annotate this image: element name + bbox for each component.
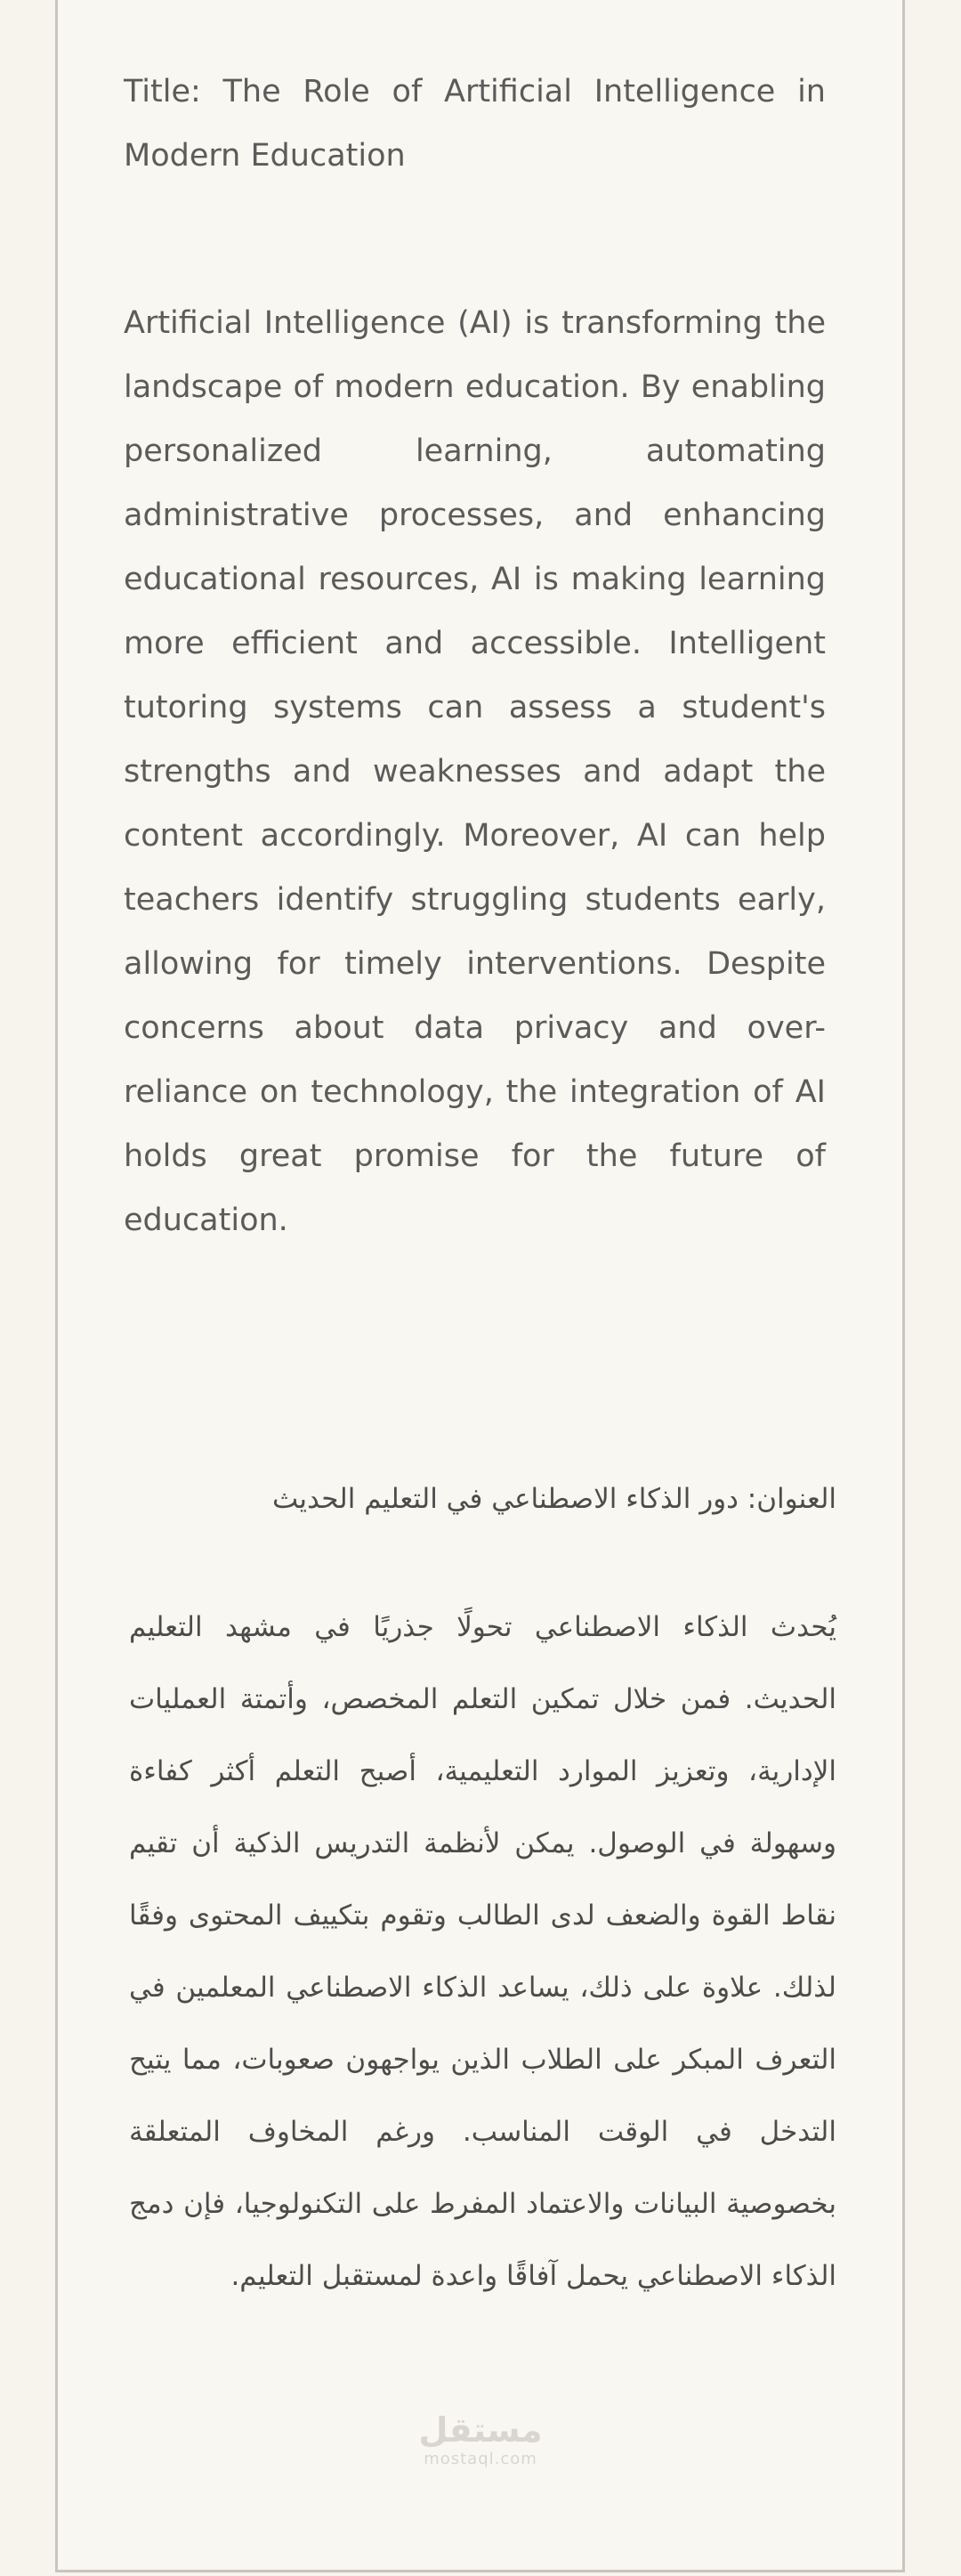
arabic-title: العنوان: دور الذكاء الاصطناعي في التعليم الحديث [271, 1483, 836, 1515]
watermark-arabic: مستقل [418, 2410, 543, 2450]
english-body: Artificial Intelligence (AI) is transforming the landscape of modern education. By enabling personalized learning, automating administrative processes, and enhancing educational resources, AI is making learning more efficient and accessible. Intelligent tutoring systems can assess a student's strengths and weaknesses and adapt the content accordingly. Moreover, AI can help teachers identify struggling students early, allowing for timely interventions. Despite concerns about data privacy and over-reliance on technology, the integration of AI holds great promise for the future of education. [124, 305, 826, 1238]
watermark-latin: mostaql.com [424, 2450, 537, 2468]
mostaql-watermark [416, 2410, 545, 2469]
arabic-body: يُحدث الذكاء الاصطناعي تحولًا جذريًا في مشهد التعليم الحديث. فمن خلال تمكين التعلم المخصص، وأتمتة العمليات الإدارية، وتعزيز الموارد التعليمية، أصبح التعلم أكثر كفاءة وسهولة في الوصول. يمكن لأنظمة التدريس الذكية أن تقيم نقاط القوة والضعف لدى الطالب وتقوم بتكييف المحتوى وفقًا لذلك. علاوة على ذلك، يساعد الذكاء الاصطناعي المعلمين في التعرف المبكر على الطلاب الذين يواجهون صعوبات، مما يتيح التدخل في الوقت المناسب. ورغم المخاوف المتعلقة بخصوصية البيانات والاعتماد المفرط على التكنولوجيا، فإن دمج الذكاء الاصطناعي يحمل آفاقًا واعدة لمستقبل التعليم. [129, 1611, 836, 2292]
english-title: Title: The Role of Artificial Intelligence in Modern Education [124, 74, 826, 174]
